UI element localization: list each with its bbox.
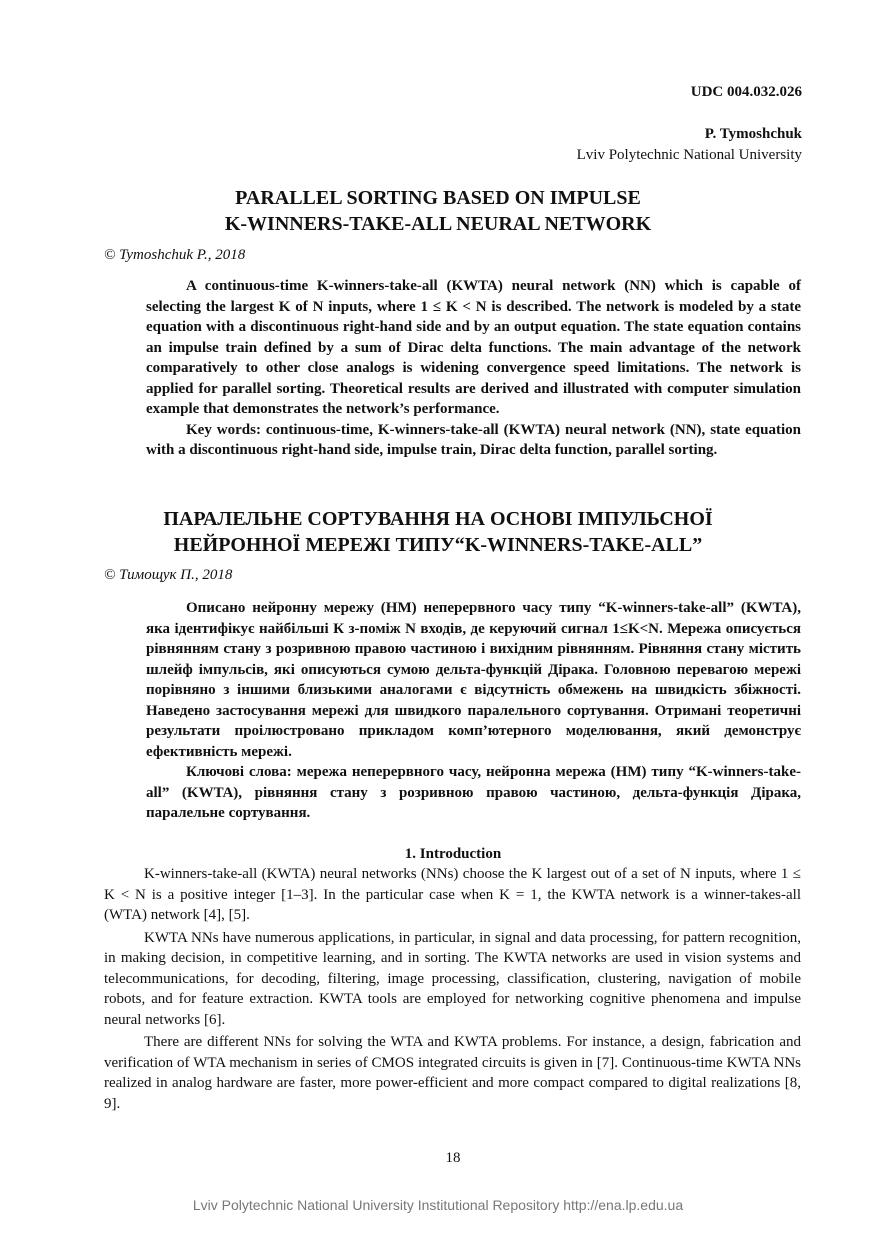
author-affiliation: Lviv Polytechnic National University (576, 147, 802, 163)
paper-title-en (0, 185, 876, 237)
copyright-en: © Tymoshchuk P., 2018 (104, 247, 246, 263)
abstract-ua (146, 598, 801, 824)
page-number: 18 (445, 1150, 461, 1166)
title-ua-line1: ПАРАЛЕЛЬНЕ СОРТУВАННЯ НА ОСНОВІ ІМПУЛЬСНОЇ (163, 508, 713, 530)
intro-paragraph-3: There are different NNs for solving the WTA and KWTA problems. For instance, a design, fabrication and verification of WTA mechanism in series of CMOS integrated circuits is given in [7]. Continuous-time KWTA NNs realized in analog hardware are faster, more power-efficient and more compact compared to digital realizations [8, 9]. (104, 1034, 801, 1112)
udc-code: UDC 004.032.026 (690, 84, 802, 100)
abstract-en (146, 276, 801, 461)
section-heading-introduction: 1. Introduction (404, 846, 502, 862)
repository-footer: Lviv Polytechnic National University Institutional Repository http://ena.lp.edu.ua (192, 1197, 684, 1213)
introduction-body (104, 864, 801, 1116)
author-name: P. Tymoshchuk (704, 126, 802, 142)
title-en-line2: K-WINNERS-TAKE-ALL NEURAL NETWORK (224, 213, 652, 235)
copyright-ua: © Тимощук П., 2018 (104, 567, 233, 583)
paper-title-ua (0, 506, 876, 558)
intro-paragraph-1: K-winners-take-all (KWTA) neural networks (NNs) choose the K largest out of a set of N inputs, where 1 ≤ K < N is a positive integer [1–3]. In the particular case when K = 1, the KWTA network is a winner-takes-all (WTA) network [4], [5]. (104, 866, 801, 923)
intro-paragraph-2: KWTA NNs have numerous applications, in particular, in signal and data processing, for pattern recognition, in making decision, in competitive learning, and in sorting. The KWTA networks are used in vision systems and telecommunications, for decoding, filtering, image processing, classification, clustering, navigation of mobile robots, and for feature extraction. KWTA tools are employed for networking cognitive phenomena and impulse neural networks [6]. (104, 929, 801, 1028)
title-en-line1: PARALLEL SORTING BASED ON IMPULSE (235, 187, 641, 209)
keywords-en: Key words: continuous-time, K-winners-take-all (KWTA) neural network (NN), state equation with a discontinuous right-hand side, impulse train, Dirac delta function, parallel sorting. (146, 421, 801, 458)
keywords-ua: Ключові слова: мережа неперервного часу, нейронна мережа (НМ) типу “K-winners-take-all” (KWTA), рівняння стану з розривною правою частиною, дельта-функція Дірака, паралельне сортування. (146, 764, 801, 821)
abstract-en-text: A continuous-time K-winners-take-all (KWTA) neural network (NN) which is capable of selecting the largest K of N inputs, where 1 ≤ K < N is described. The network is modeled by a state equation with a discontinuous right-hand side and by an output equation. The state equation contains an impulse train defined by a sum of Dirac delta functions. The main advantage of the network comparatively to other close analogs is widening convergence speed limitations. The network is applied for parallel sorting. Theoretical results are derived and illustrated with computer simulation example that demonstrates the network’s performance. (146, 278, 801, 417)
title-ua-line2: НЕЙРОННОЇ МЕРЕЖІ ТИПУ“K-WINNERS-TAKE-ALL” (173, 534, 703, 556)
author-block (577, 124, 802, 166)
abstract-ua-text: Описано нейронну мережу (НМ) неперервного часу типу “K-winners-take-all” (KWTA), яка ідентифікує найбільші К з-поміж N входів, де керуючий сигнал 1≤K<N. Мережа описується рівнянням стану з розривною правою частиною і вихідним рівнянням. Рівняння стану містить шлейф імпульсів, які описуються сумою дельта-функцій Дірака. Головною перевагою мережі порівняно з іншими близькими аналогами є відсутність обмежень на швидкість збіжності. Наведено застосування мережі для швидкого паралельного сортування. Отримані теоретичні результати проілюстровано прикладом комп’ютерного моделювання, який демонструє ефективність мережі. (146, 600, 801, 760)
